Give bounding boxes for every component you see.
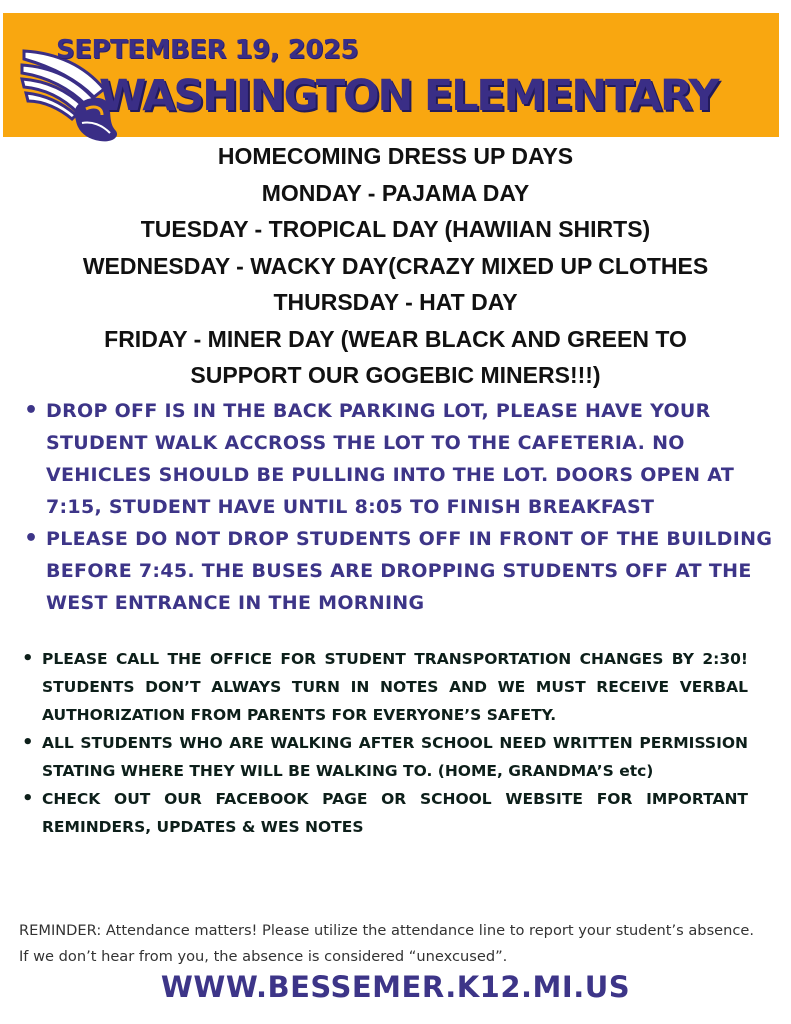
list-item	[18, 523, 778, 619]
school-name: WASHINGTON ELEMENTARY	[99, 71, 718, 121]
list-item	[22, 645, 748, 729]
bullet-icon: •	[22, 648, 34, 669]
dress-up-heading: HOMECOMING DRESS UP DAYS	[217, 143, 574, 169]
dress-up-line: MONDAY - PAJAMA DAY	[261, 179, 530, 206]
attendance-reminder: REMINDER: Attendance matters! Please utilize the attendance line to report your student’s absence. If we don’t hear from you, the absence is considered “unexcused”.	[19, 922, 755, 965]
dress-up-line: TUESDAY - TROPICAL DAY (HAWIIAN SHIRTS)	[140, 216, 651, 242]
school-website-link[interactable]: WWW.BESSEMER.K12.MI.US	[160, 970, 631, 1004]
newsletter-date: SEPTEMBER 19, 2025	[56, 35, 359, 65]
list-item	[22, 785, 748, 841]
dropoff-note-text: PLEASE DO NOT DROP STUDENTS OFF IN FRONT OF THE BUILDING BEFORE 7:45. THE BUSES ARE DROPPING STUDENTS OFF AT THE WEST ENTRANCE IN THE MORNING	[46, 528, 773, 614]
bullet-icon: •	[22, 788, 34, 809]
dropoff-notes-list	[18, 395, 778, 619]
dress-up-line: FRIDAY - MINER DAY (WEAR BLACK AND GREEN TO	[104, 325, 687, 352]
general-note-text: ALL STUDENTS WHO ARE WALKING AFTER SCHOOL NEED WRITTEN PERMISSION STATING WHERE THEY WILL BE WALKING TO. (HOME, GRANDMA’S etc)	[42, 734, 748, 780]
list-item	[22, 729, 748, 785]
bullet-icon: •	[22, 732, 34, 753]
dress-up-days-section	[0, 138, 791, 394]
list-item	[18, 395, 778, 523]
header-banner	[3, 13, 779, 137]
bullet-icon: •	[24, 398, 39, 423]
general-note-text: PLEASE CALL THE OFFICE FOR STUDENT TRANSPORTATION CHANGES BY 2:30! STUDENTS DON’T ALWAYS TURN IN NOTES AND WE MUST RECEIVE VERBAL AUTHORIZATION FROM PARENTS FOR EVERYONE’S SAFETY.	[42, 650, 748, 724]
dress-up-line: THURSDAY - HAT DAY	[273, 289, 518, 315]
dress-up-line: WEDNESDAY - WACKY DAY(CRAZY MIXED UP CLOTHES	[82, 252, 709, 279]
general-note-text: CHECK OUT OUR FACEBOOK PAGE OR SCHOOL WEBSITE FOR IMPORTANT REMINDERS, UPDATES & WES NOTES	[42, 790, 748, 836]
dress-up-line: SUPPORT OUR GOGEBIC MINERS!!!)	[190, 362, 601, 388]
general-notes-list	[22, 645, 748, 841]
dropoff-note-text: DROP OFF IS IN THE BACK PARKING LOT, PLEASE HAVE YOUR STUDENT WALK ACCROSS THE LOT TO THE CAFETERIA. NO VEHICLES SHOULD BE PULLING INTO THE LOT. DOORS OPEN AT 7:15, STUDENT HAVE UNTIL 8:05 TO FINISH BREAKFAST	[46, 400, 735, 518]
bullet-icon: •	[24, 526, 39, 551]
